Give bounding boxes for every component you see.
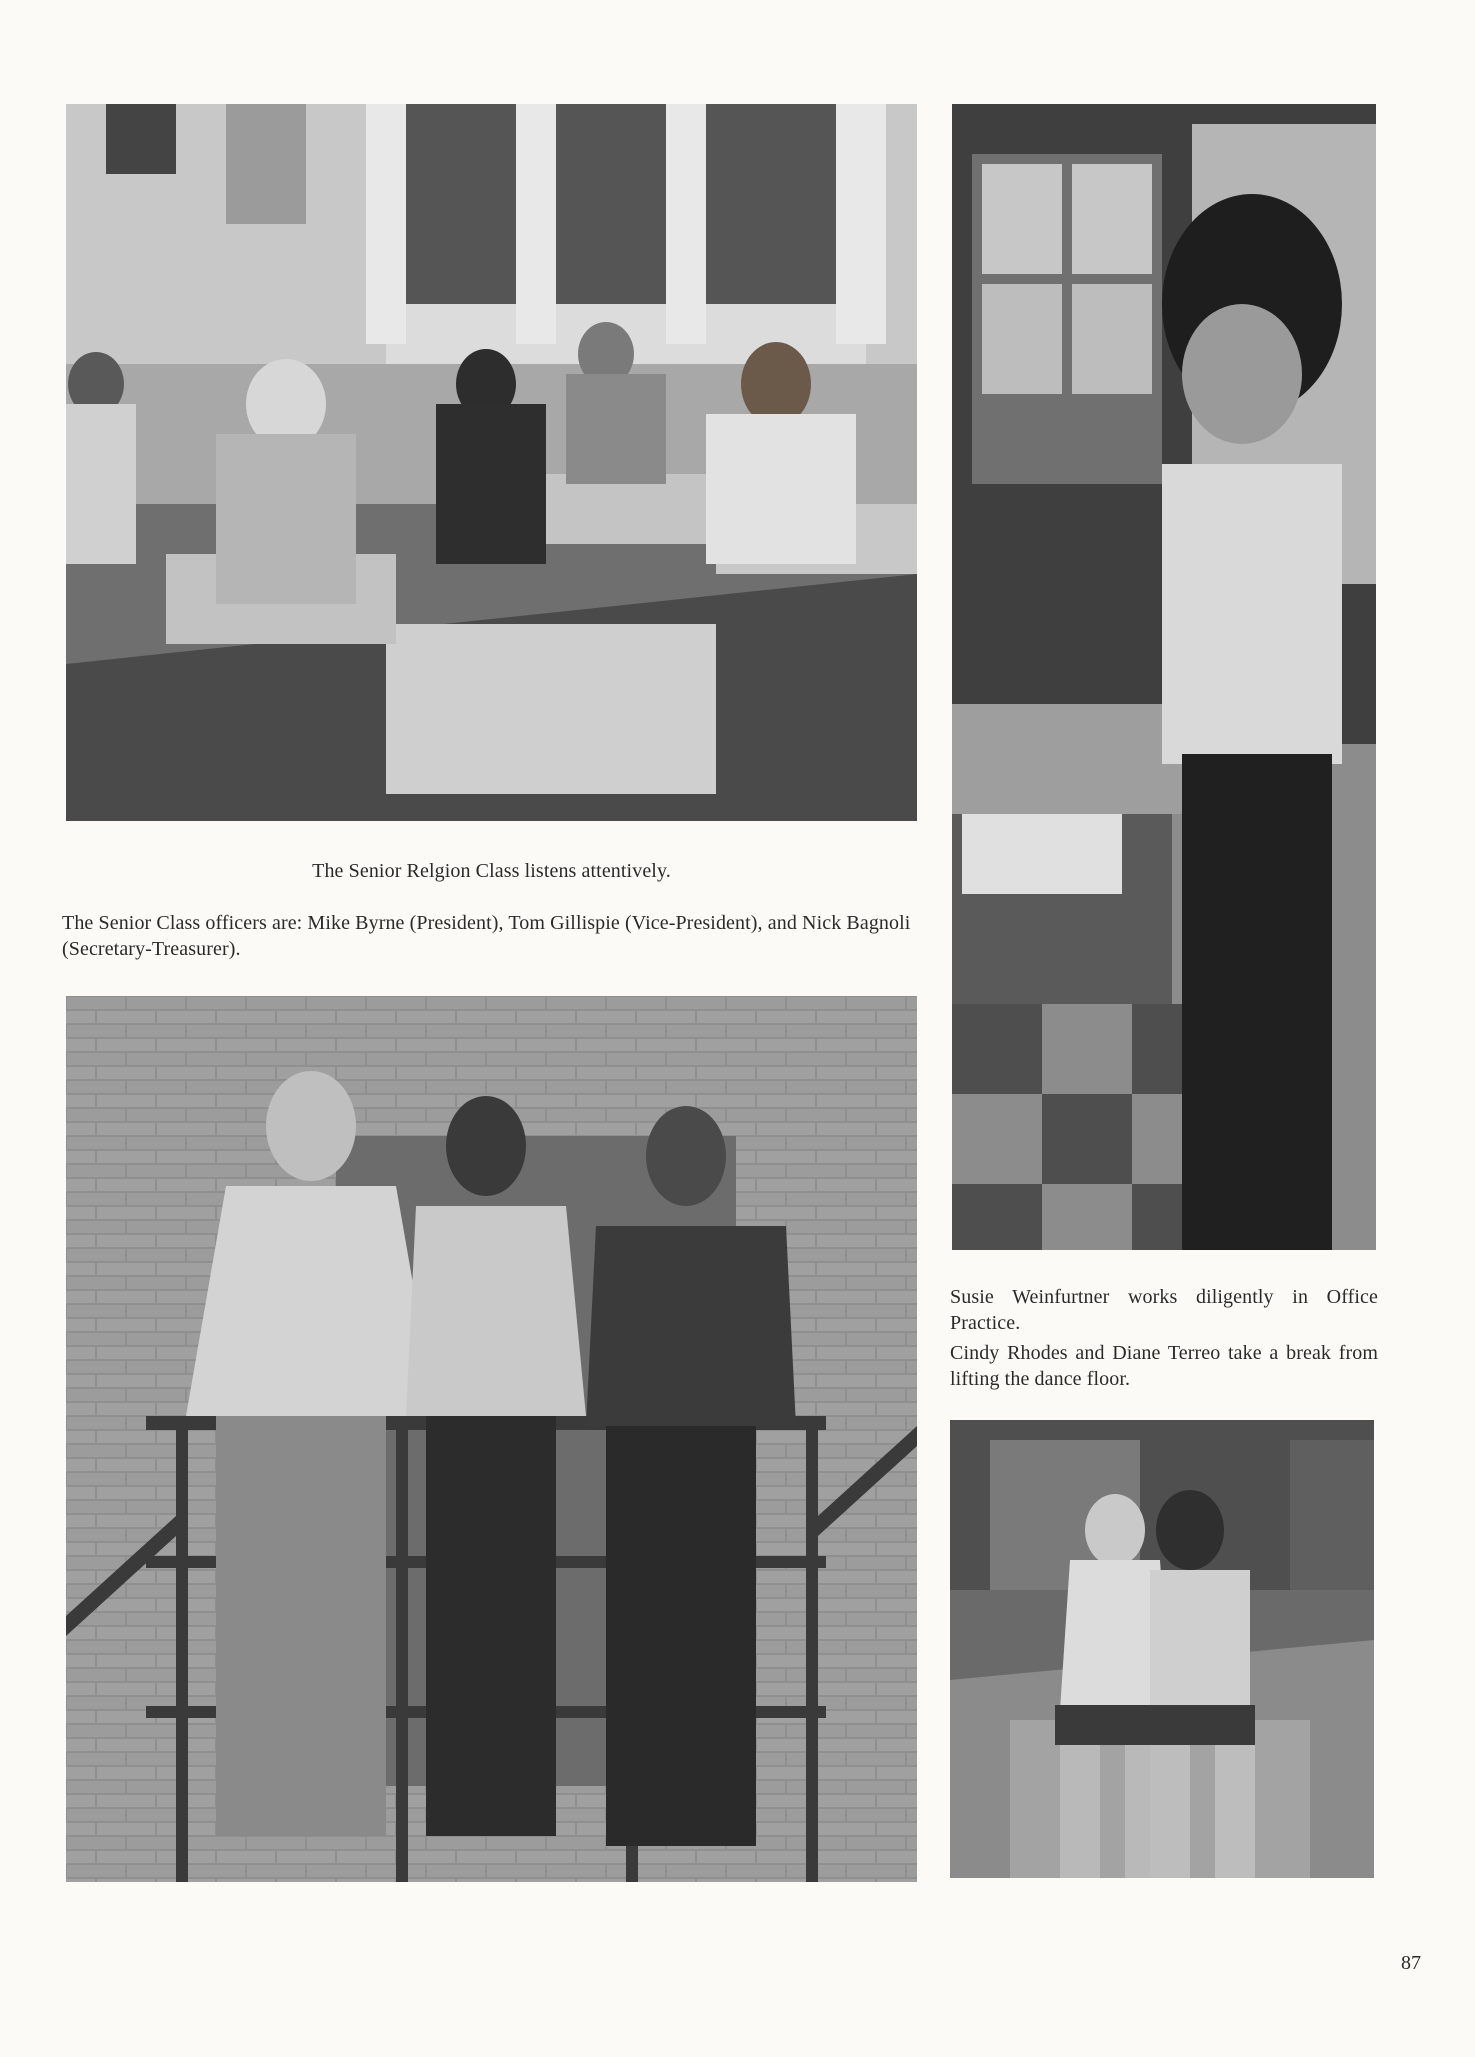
office-practice-photo-illustration [952,104,1376,1250]
classroom-photo [66,104,917,821]
dance-floor-caption: Cindy Rhodes and Diane Terreo take a break from lifting the dance floor. [950,1342,1378,1390]
classroom-photo-illustration [66,104,917,821]
dance-floor-photo-illustration [950,1420,1374,1878]
office-practice-caption: Susie Weinfurtner works diligently in Office Practice. [950,1286,1378,1334]
dance-floor-photo [950,1420,1374,1878]
classroom-caption: The Senior Relgion Class listens attentively. [312,860,671,882]
office-practice-photo [952,104,1376,1250]
page-number: 87 [1401,1952,1421,1974]
officers-caption: The Senior Class officers are: Mike Byrne (President), Tom Gillispie (Vice-President), and Nick Bagnoli (Secretary-Treasurer). [62,912,911,960]
officers-photo-illustration [66,996,917,1882]
officers-photo [66,996,917,1882]
